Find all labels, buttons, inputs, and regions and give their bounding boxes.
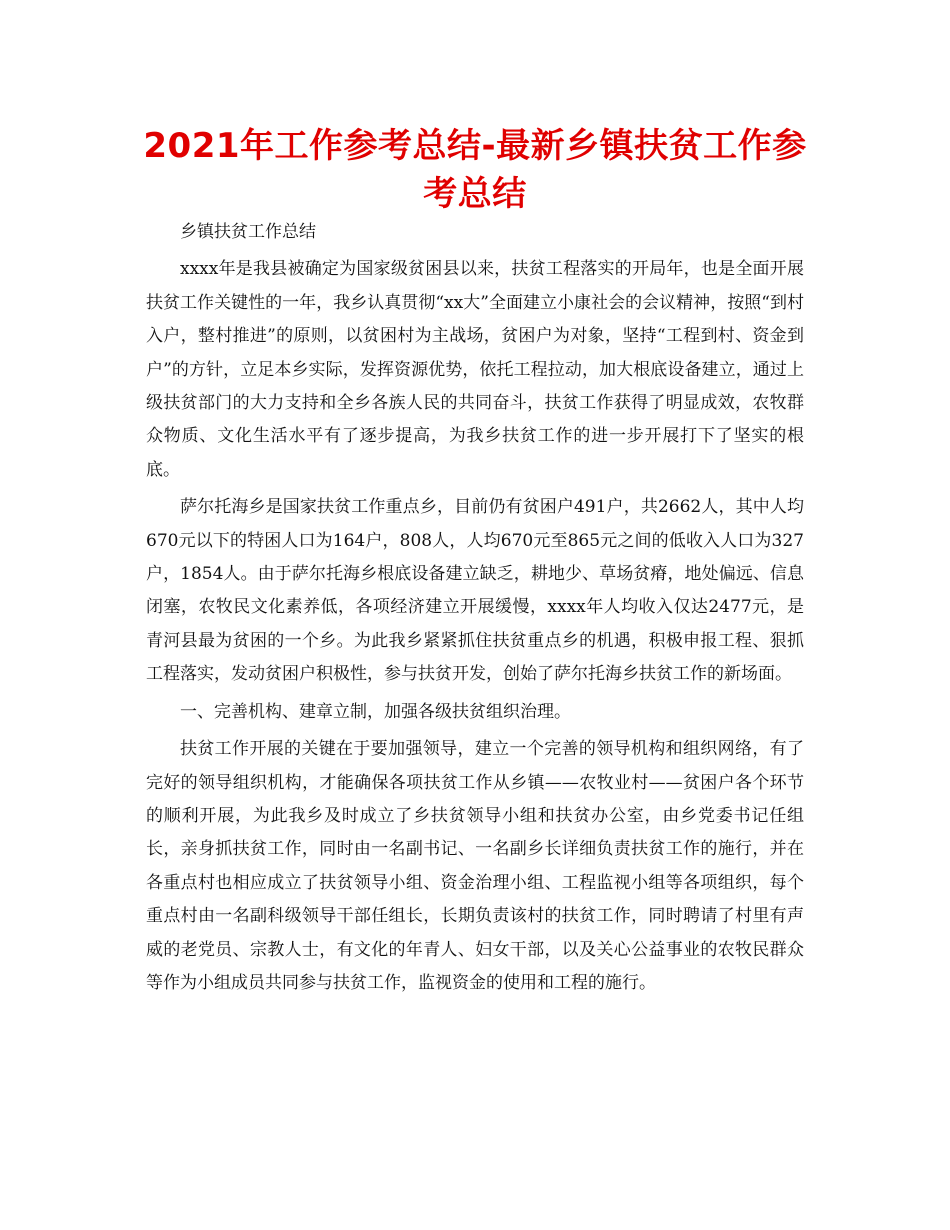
section-heading-1: 一、完善机构、建章立制，加强各级扶贫组织治理。 [180, 701, 571, 722]
document-title: 2021年工作参考总结-最新乡镇扶贫工作参考总结 [143, 126, 807, 214]
paragraph-intro: xxxx年是我县被确定为国家级贫困县以来，扶贫工程落实的开局年，也是全面开展扶贫工作关键性的一年，我乡认真贯彻“xx大”全面建立小康社会的会议精神，按照“到村入户，整村推进”的原则，以贫困村为主战场，贫困户为对象，坚持“工程到村、资金到户”的方针，立足本乡实际，发挥资源优势，依托工程拉动，加大根底设备建立，通过上级扶贫部门的大力支持和全乡各族人民的共同奋斗，扶贫工作获得了明显成效，农牧群众物质、文化生活水平有了逐步提高，为我乡扶贫工作的进一步开展打下了坚实的根底。 [146, 259, 804, 480]
paragraph-subtitle: 乡镇扶贫工作总结 [180, 222, 316, 242]
paragraph-background: 萨尔托海乡是国家扶贫工作重点乡，目前仍有贫困户491户，共2662人，其中人均670元以下的特困人口为164户，808人，人均670元至865元之间的低收入人口为327户，1854人。由于萨尔托海乡根底设备建立缺乏，耕地少、草场贫瘠，地处偏远、信息闭塞，农牧民文化素养低，各项经济建立开展缓慢，xxxx年人均收入仅达2477元，是青河县最为贫困的一个乡。为此我乡紧紧抓住扶贫重点乡的机遇，积极申报工程、狠抓工程落实，发动贫困户积极性，参与扶贫开发，创始了萨尔托海乡扶贫工作的新场面。 [146, 497, 804, 685]
paragraph-section-1: 扶贫工作开展的关键在于要加强领导，建立一个完善的领导机构和组织网络，有了完好的领导组织机构，才能确保各项扶贫工作从乡镇——农牧业村——贫困户各个环节的顺利开展，为此我乡及时成立了乡扶贫领导小组和扶贫办公室，由乡党委书记任组长，亲身抓扶贫工作，同时由一名副书记、一名副乡长详细负责扶贫工作的施行，并在各重点村也相应成立了扶贫领导小组、资金治理小组、工程监视小组等各项组织，每个重点村由一名副科级领导干部任组长，长期负责该村的扶贫工作，同时聘请了村里有声威的老党员、宗教人士，有文化的年青人、妇女干部，以及关心公益事业的农牧民群众等作为小组成员共同参与扶贫工作，监视资金的使用和工程的施行。 [146, 739, 804, 993]
document-body [146, 216, 804, 1004]
